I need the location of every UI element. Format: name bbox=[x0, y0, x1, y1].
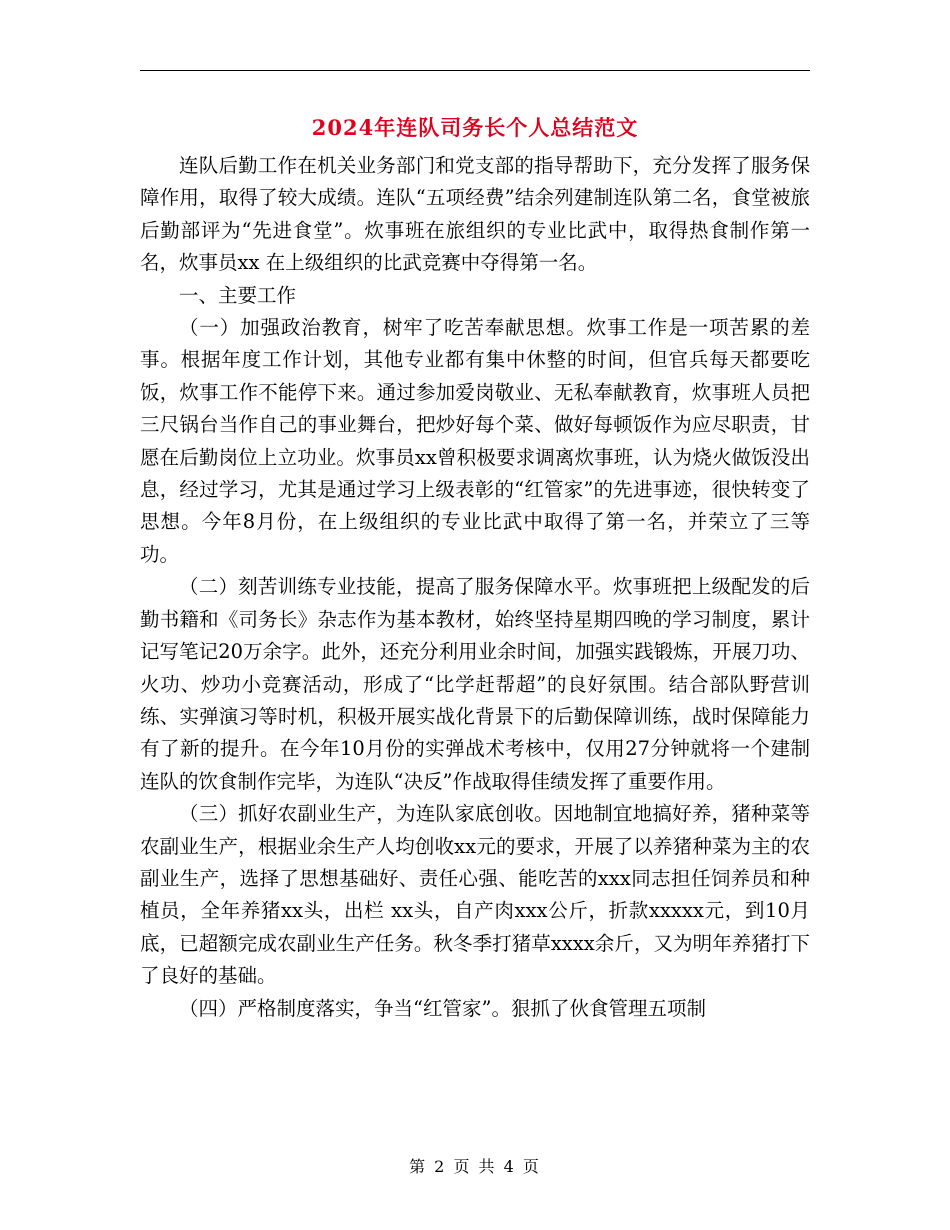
paragraph-item-2: （二）刻苦训练专业技能，提高了服务保障水平。炊事班把上级配发的后勤书籍和《司务长》杂志作为基本教材，始终坚持星期四晚的学习制度，累计记写笔记20万余字。此外，还充分利用业余时间，加强实践锻炼，开展刀功、火功、炒功小竞赛活动，形成了“比学赶帮超”的良好氛围。结合部队野营训练、实弹演习等时机，积极开展实战化背景下的后勤保障训练，战时保障能力有了新的提升。在今年10月份的实弹战术考核中，仅用27分钟就将一个建制连队的饮食制作完毕，为连队“决反”作战取得佳绩发挥了重要作用。 bbox=[140, 575, 810, 793]
document-title: 2024年连队司务长个人总结范文 bbox=[311, 115, 639, 140]
paragraph-intro: 连队后勤工作在机关业务部门和党支部的指导帮助下，充分发挥了服务保障作用，取得了较大成绩。连队“五项经费”结余列建制连队第二名，食堂被旅后勤部评为“先进食堂”。炊事班在旅组织的专业比武中，取得热食制作第一名，炊事员xx 在上级组织的比武竞赛中夺得第一名。 bbox=[140, 154, 810, 275]
page-footer: 第 2 页 共 4 页 bbox=[409, 1157, 541, 1176]
paragraph-item-4: （四）严格制度落实，争当“红管家”。狠抓了伙食管理五项制 bbox=[179, 996, 706, 1020]
paragraph-item-3: （三）抓好农副业生产，为连队家底创收。因地制宜地搞好养，猪种菜等农副业生产，根据业余生产人均创收xx元的要求，开展了以养猪种菜为主的农副业生产，选择了思想基础好、责任心强、能吃苦的xxx同志担任饲养员和种植员，全年养猪xx头，出栏 xx头，自产肉xxx公斤，折款xxxxx元，到10月底，已超额完成农副业生产任务。秋冬季打猪草xxxx余斤，又为明年养猪打下了良好的基础。 bbox=[140, 802, 810, 988]
paragraph-item-1: （一）加强政治教育，树牢了吃苦奉献思想。炊事工作是一项苦累的差事。根据年度工作计划，其他专业都有集中休整的时间，但官兵每天都要吃饭，炊事工作不能停下来。通过参加爱岗敬业、无私奉献教育，炊事班人员把三尺锅台当作自己的事业舞台，把炒好每个菜、做好每顿饭作为应尽职责，甘愿在后勤岗位上立功业。炊事员xx曾积极要求调离炊事班，认为烧火做饭没出息，经过学习，尤其是通过学习上级表彰的“红管家”的先进事迹，很快转变了思想。今年8月份，在上级组织的专业比武中取得了第一名，并荣立了三等功。 bbox=[140, 316, 810, 566]
section-heading-main-work: 一、主要工作 bbox=[179, 283, 297, 307]
header-rule bbox=[140, 70, 810, 71]
document-body bbox=[140, 150, 810, 1025]
